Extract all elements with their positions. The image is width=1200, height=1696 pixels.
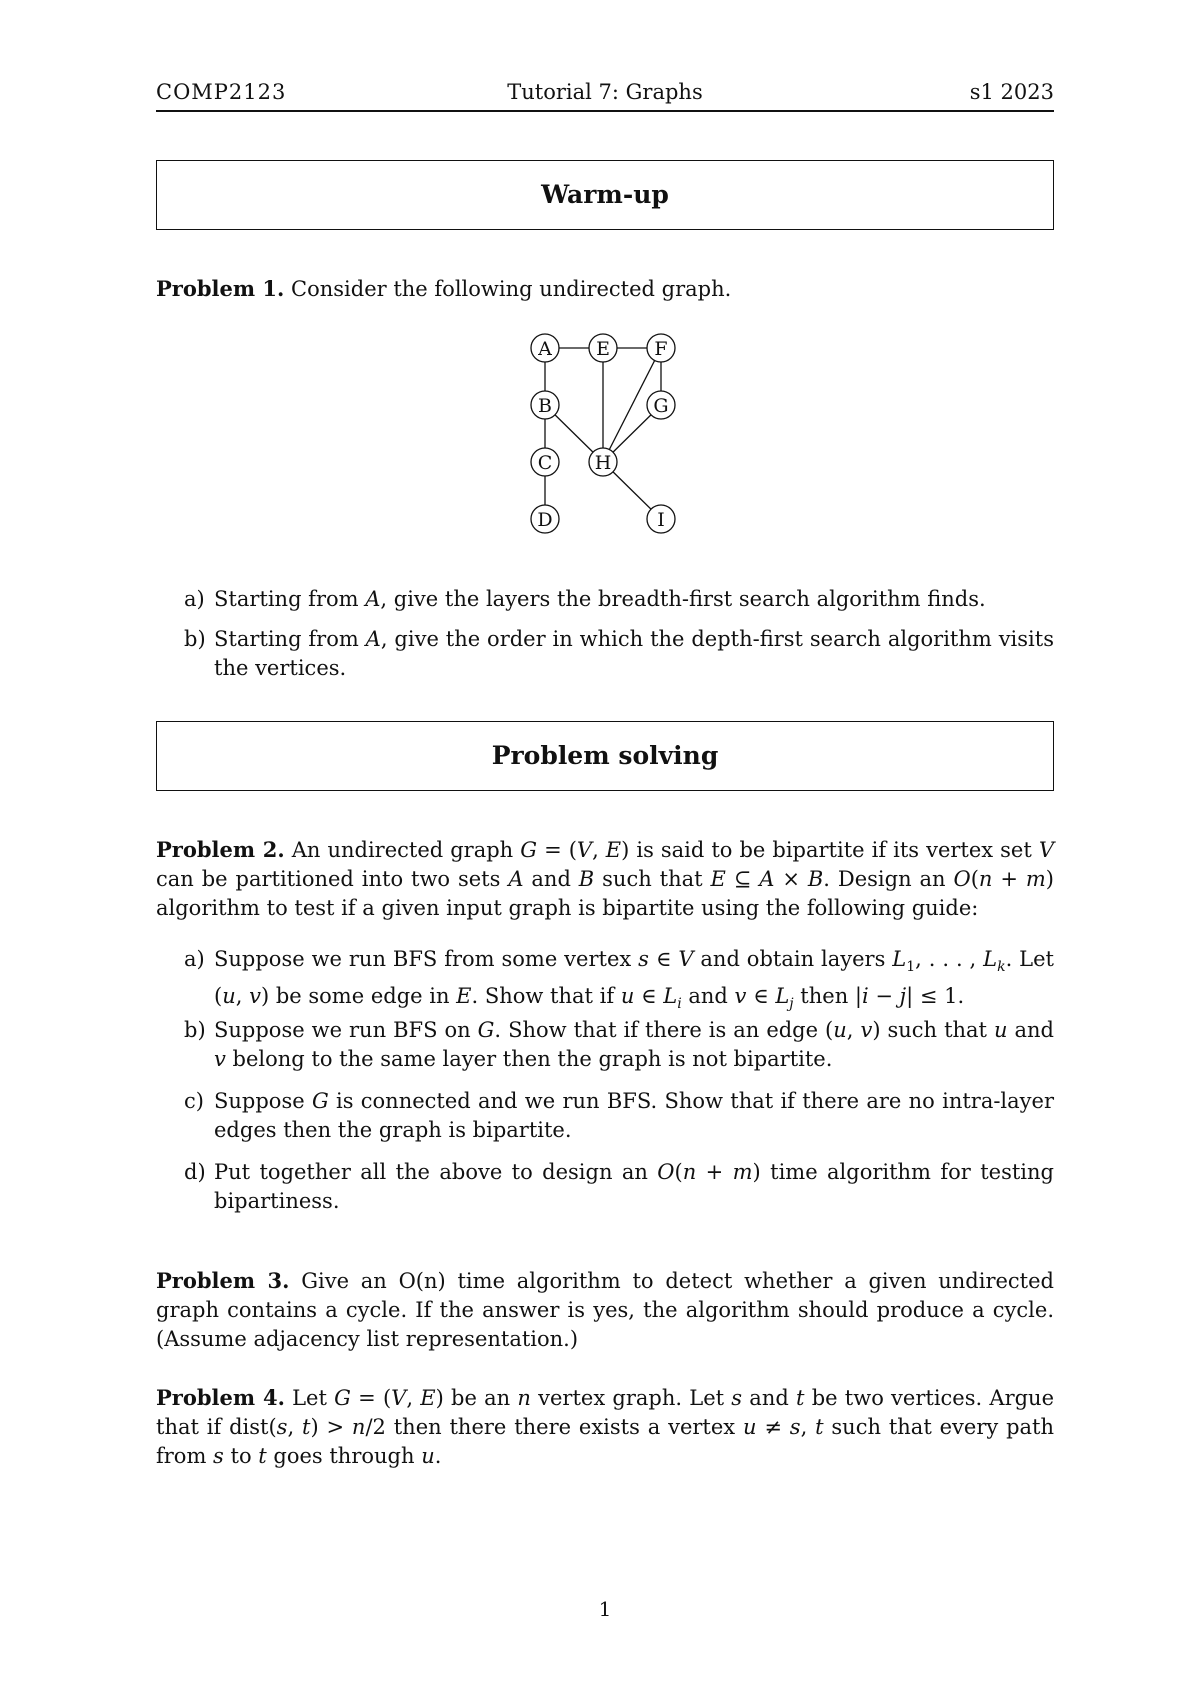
svg-text:H: H [594, 452, 612, 474]
svg-text:A: A [538, 338, 552, 360]
problem-solving-section-box [156, 721, 1054, 791]
problem3-statement [156, 1266, 1054, 1354]
problem2-item-c: c) Suppose G is connected and we run BFS. Show that if there are no intra-layer edges then the graph is bipartite. [184, 1089, 1054, 1142]
warmup-heading: Warm-up [541, 180, 669, 209]
problem2-label: Problem 2. [156, 837, 285, 862]
problem4-statement: Problem 4. Let G = (V, E) be an n vertex graph. Let s and t be two vertices. Argue that if dist(s, t) > n/2 then there there exists a vertex u ≠ s, t such that every path from s to t goes through u. [156, 1385, 1055, 1468]
page-header [156, 78, 1054, 112]
svg-text:D: D [537, 509, 553, 531]
node-C [531, 448, 559, 476]
node-B [531, 391, 559, 419]
node-H [589, 448, 617, 476]
problem2-statement: Problem 2. An undirected graph G = (V, E) is said to be bipartite if its vertex set V can be partitioned into two sets A and B such that E ⊆ A × B. Design an O(n + m) algorithm to test if a given input graph is bipartite using the following guide: [156, 837, 1055, 920]
node-I [647, 505, 675, 533]
problem3-label: Problem 3. [156, 1268, 290, 1293]
problem4-label: Problem 4. [156, 1385, 285, 1410]
node-F [647, 334, 675, 362]
problem1-intro [156, 274, 1054, 304]
svg-text:G: G [653, 395, 669, 417]
node-A [531, 334, 559, 362]
problem2-item-a: a) Suppose we run BFS from some vertex s ∈ V and obtain layers $L_1$, . . . , $L_k$. Let (u, v) be some edge in E. Show that if u ∈ $L_i$ and v ∈ $L_j$ then |i − j| ≤ 1. [184, 947, 1054, 1013]
problem3-text: Give an O(n) time algorithm to detect whether a given undirected graph contains a cycle. If the answer is yes, the algorithm should produce a cycle. (Assume adjacency list representation.) [156, 1269, 1054, 1351]
undirected-graph-diagram [156, 322, 1054, 552]
problem2-item-b: b) Suppose we run BFS on G. Show that if there is an edge (u, v) such that u and v belong to the same layer then the graph is not bipartite. [184, 1018, 1054, 1071]
term-label: s1 2023 [969, 80, 1054, 104]
node-G [647, 391, 675, 419]
course-code: COMP2123 [156, 80, 287, 104]
document-title: Tutorial 7: Graphs [507, 80, 703, 104]
warmup-section-box [156, 160, 1054, 230]
problem-solving-heading: Problem solving [491, 741, 719, 770]
svg-text:I: I [657, 509, 665, 531]
problem1-text: Consider the following undirected graph. [291, 277, 732, 301]
svg-text:F: F [654, 338, 668, 360]
node-D [531, 505, 559, 533]
problem1-item-a: a) Starting from A, give the layers the breadth-first search algorithm finds. [184, 587, 986, 611]
page-number: 1 [598, 1597, 612, 1621]
svg-text:B: B [538, 395, 552, 417]
node-E [589, 334, 617, 362]
problem2-item-d: d) Put together all the above to design an O(n + m) time algorithm for testing bipartiness. [184, 1160, 1054, 1213]
problem1-item-b: b) Starting from A, give the order in which the depth-first search algorithm visits the vertices. [184, 627, 1054, 680]
svg-text:E: E [596, 338, 610, 360]
problem1-label: Problem 1. [156, 276, 285, 301]
svg-text:C: C [537, 452, 553, 474]
document-page [156, 0, 1054, 1696]
